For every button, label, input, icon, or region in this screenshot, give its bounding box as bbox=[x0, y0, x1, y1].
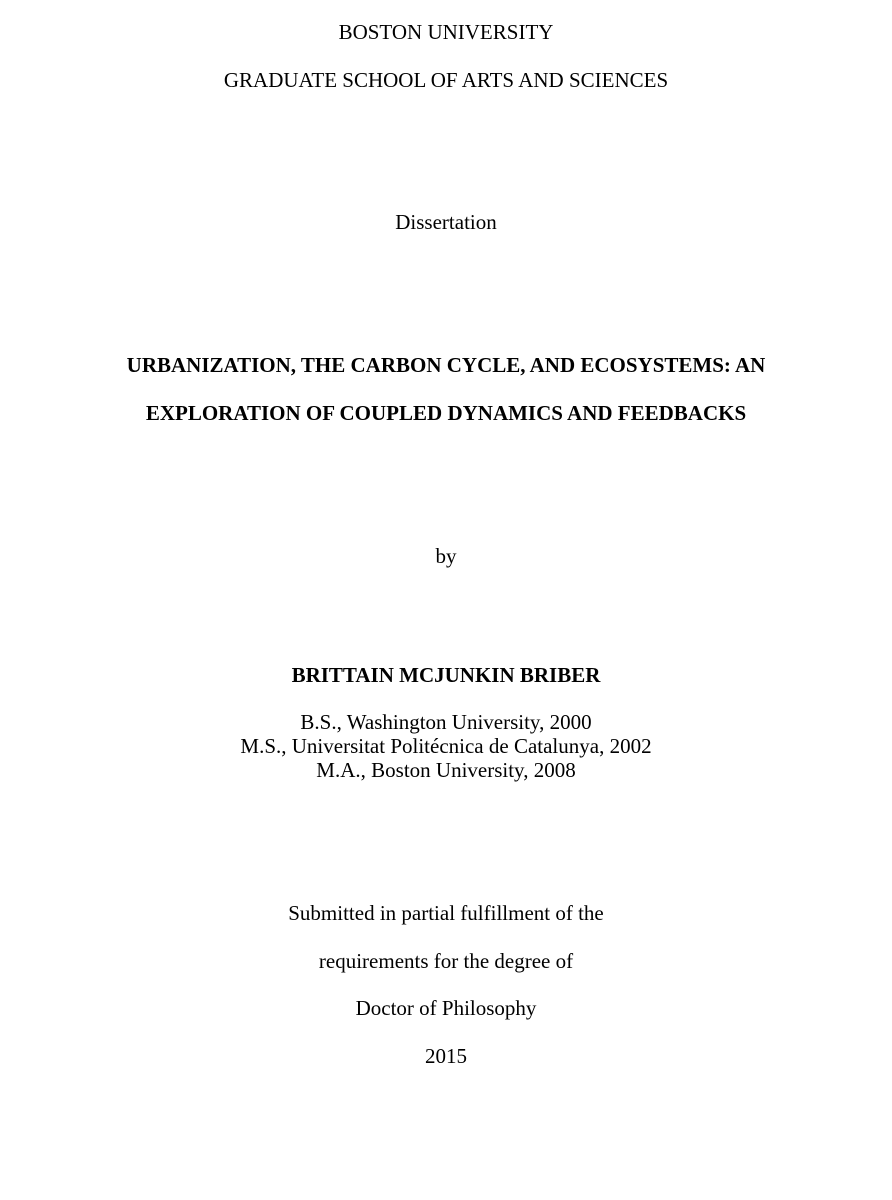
submission-line-2: requirements for the degree of bbox=[318, 949, 574, 973]
dissertation-title-line-2: EXPLORATION OF COUPLED DYNAMICS AND FEEDBACKS bbox=[145, 401, 747, 425]
dissertation-title-line-1: URBANIZATION, THE CARBON CYCLE, AND ECOSYSTEMS: AN bbox=[126, 353, 766, 377]
document-type: Dissertation bbox=[395, 210, 497, 234]
degree-ms: M.S., Universitat Politécnica de Catalunya, 2002 bbox=[240, 734, 652, 758]
degree-bs: B.S., Washington University, 2000 bbox=[300, 710, 592, 734]
university-name: BOSTON UNIVERSITY bbox=[338, 20, 554, 44]
author-name: BRITTAIN MCJUNKIN BRIBER bbox=[291, 663, 601, 687]
submission-line-1: Submitted in partial fulfillment of the bbox=[288, 901, 604, 925]
submission-year: 2015 bbox=[425, 1044, 467, 1068]
by-label: by bbox=[435, 544, 457, 568]
degree-ma: M.A., Boston University, 2008 bbox=[316, 758, 576, 782]
degree-name: Doctor of Philosophy bbox=[355, 996, 537, 1020]
school-name: GRADUATE SCHOOL OF ARTS AND SCIENCES bbox=[223, 68, 669, 92]
